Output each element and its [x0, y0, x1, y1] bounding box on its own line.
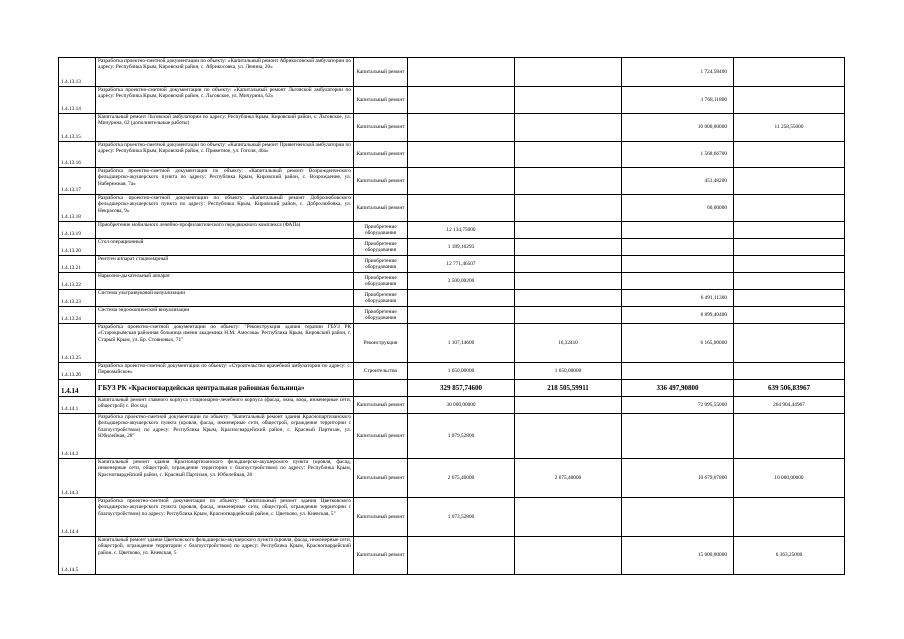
- row-description: Наркозно-дыхательный аппарат: [96, 273, 354, 290]
- row-work-type: Строительство: [354, 363, 408, 380]
- row-number: 1.4.13.16: [59, 142, 96, 168]
- row-value-1: [408, 290, 515, 307]
- row-number: 1.4.13.22: [59, 273, 96, 290]
- row-value-3: [622, 222, 734, 239]
- row-value-4: [734, 239, 845, 256]
- row-number: 1.4.13.21: [59, 256, 96, 273]
- table-row: [59, 114, 845, 142]
- table-row: [59, 256, 845, 273]
- table-row: [59, 195, 845, 222]
- row-value-1: 1 107,14600: [408, 324, 515, 363]
- budget-table: [58, 57, 845, 575]
- table-row: [59, 222, 845, 239]
- row-value-2: [515, 290, 622, 307]
- row-value-2: [515, 168, 622, 195]
- row-value-2: [515, 273, 622, 290]
- row-description: Разработка проектно-сметной документации по объекту: "Капитальный ремонт здания Краснопартизанского фельдшерско-акушерского пункта (кровля, фасад, инженерные сети, общестрой, ограждение территории с благоустройством) по адресу: Республика Крым, Красногвардейский район, с. Красный Партизан, ул. Юбилейная, 28": [96, 414, 354, 459]
- row-value-3: 336 497,90800: [622, 380, 734, 397]
- row-number: 1.4.14.4: [59, 498, 96, 537]
- row-value-4: [734, 324, 845, 363]
- row-value-2: 218 505,59911: [515, 380, 622, 397]
- row-value-1: 1 189,16293: [408, 239, 515, 256]
- row-value-1: 12 771,46507: [408, 256, 515, 273]
- row-value-3: [622, 273, 734, 290]
- row-value-4: [734, 256, 845, 273]
- row-value-4: [734, 414, 845, 459]
- table-row: [59, 363, 845, 380]
- row-value-2: [515, 397, 622, 414]
- row-number: 1.4.13.26: [59, 363, 96, 380]
- row-value-2: [515, 239, 622, 256]
- table-row: [59, 142, 845, 168]
- table-row: [59, 459, 845, 498]
- row-description: Стол операционный: [96, 239, 354, 256]
- row-description: Разработка проектно-сметной документации по объекту: «Капитальный ремонт Приветненской амбулатории по адресу: Республика Крым, Кировский район, с. Приветное, ул. Гоголя, 40а»: [96, 142, 354, 168]
- row-value-1: 1 073,52800: [408, 498, 515, 537]
- row-work-type: Капитальный ремонт: [354, 397, 408, 414]
- row-value-4: [734, 363, 845, 380]
- table-row-section: [59, 380, 845, 397]
- row-value-1: 3 500,00200: [408, 273, 515, 290]
- table-row: [59, 307, 845, 324]
- row-description: Капитальный ремонт здания Краснопартизанского фельдшерско-акушерского пункта (кровля, фасад, инженерные сети, общестрой, ограждение территории с благоустройством) по адресу: Республика Крым, Красногвардейский район, с. Красный Партизан, ул. Юбилейная, 28: [96, 459, 354, 498]
- row-value-2: [515, 114, 622, 142]
- row-value-1: 12 134,75000: [408, 222, 515, 239]
- row-value-2: [515, 222, 622, 239]
- row-value-4: 10 000,00000: [734, 459, 845, 498]
- row-description: Разработка проектно-сметной документации по объекту: «Капитальный ремонт Возрожденческого фельдшерско-акушерского пункта по адресу: Республика Крым, Кировский район, с. Возрождение, ул. Набережная, 7а»: [96, 168, 354, 195]
- row-value-4: [734, 307, 845, 324]
- row-value-3: 72 095,55000: [622, 397, 734, 414]
- row-description: Капитальный ремонт здания Цветковского фельдшерско-акушерского пункта (кровля, фасад, инженерные сети, общестрой, ограждение территории с благоустройством) по адресу: Республика Крым, Красногвардейский район, с. Цветково, ул. Киевская, 5: [96, 537, 354, 575]
- row-value-1: [408, 58, 515, 87]
- row-value-4: [734, 498, 845, 537]
- row-number: 1.4.13.24: [59, 307, 96, 324]
- table-row: [59, 290, 845, 307]
- row-number: 1.4.14.1: [59, 397, 96, 414]
- row-value-4: 264 904,44967: [734, 397, 845, 414]
- row-work-type: Капитальный ремонт: [354, 87, 408, 114]
- row-number: 1.4.13.25: [59, 324, 96, 363]
- row-work-type: Капитальный ремонт: [354, 114, 408, 142]
- row-number: 1.4.13.18: [59, 195, 96, 222]
- row-value-4: [734, 222, 845, 239]
- row-value-1: 1 079,52800: [408, 414, 515, 459]
- row-work-type: Приобретение оборудования: [354, 290, 408, 307]
- table-row: [59, 324, 845, 363]
- table-row: [59, 58, 845, 87]
- row-value-4: 639 506,83967: [734, 380, 845, 397]
- row-number: 1.4.13.17: [59, 168, 96, 195]
- row-value-3: [622, 414, 734, 459]
- row-description: Разработка проектно-сметной документации по объекту: «Капитальный ремонт Добролюбовского фельдшерско-акушерского пункта по адресу: Республика Крым, Кировский район, с. Добролюбовка, ул. Некрасова, 9»: [96, 195, 354, 222]
- row-number: 1.4.13.23: [59, 290, 96, 307]
- row-value-3: 1 568,66700: [622, 142, 734, 168]
- row-value-3: 10 000,00000: [622, 114, 734, 142]
- row-description: Система ультразвуковой визуализации: [96, 290, 354, 307]
- row-number: 1.4.14.3: [59, 459, 96, 498]
- row-value-3: 451,48200: [622, 168, 734, 195]
- table-row: [59, 537, 845, 575]
- table-row: [59, 273, 845, 290]
- row-number: 1.4.13.20: [59, 239, 96, 256]
- row-value-4: [734, 195, 845, 222]
- row-work-type: [354, 380, 408, 397]
- row-value-2: [515, 498, 622, 537]
- row-value-3: 15 000,00000: [622, 537, 734, 575]
- row-number: 1.4.14.2: [59, 414, 96, 459]
- row-value-4: 6 363,25000: [734, 537, 845, 575]
- row-value-2: 2 675,40000: [515, 459, 622, 498]
- row-value-2: 16,32410: [515, 324, 622, 363]
- row-work-type: Капитальный ремонт: [354, 414, 408, 459]
- row-value-1: 1 650,00000: [408, 363, 515, 380]
- row-value-1: [408, 537, 515, 575]
- row-value-2: [515, 256, 622, 273]
- row-value-1: 2 675,40000: [408, 459, 515, 498]
- row-description: Капитальный ремонт главного корпуса стационарно-лечебного корпуса (фасад, окна, вход, инженерные сети, общестрой) с. Восход: [96, 397, 354, 414]
- row-value-3: 1 768,11800: [622, 87, 734, 114]
- row-work-type: Приобретение оборудования: [354, 239, 408, 256]
- row-description: Капитальный ремонт Льговской амбулатории по адресу: Республика Крым, Кировский район, с. Льговское, ул. Мичурина, 62 (дополнительные работы): [96, 114, 354, 142]
- row-value-1: [408, 87, 515, 114]
- row-number: 1.4.14: [59, 380, 96, 397]
- row-value-3: [622, 256, 734, 273]
- row-value-1: [408, 142, 515, 168]
- row-value-3: 6 165,00000: [622, 324, 734, 363]
- row-description: ГБУЗ РК «Красногвардейская центральная районная больница»: [96, 380, 354, 397]
- row-description: Разработка проектно-сметной документации по объекту: "Капитальный ремонт здания Цветковского фельдшерско-акушерского пункта (кровля, фасад, инженерные сети, общестрой, ограждение территории с благоустройством) по адресу: Республика Крым, Красногвардейский район, с. Цветково, ул. Киевская, 5": [96, 498, 354, 537]
- row-value-2: [515, 58, 622, 87]
- row-value-3: [622, 363, 734, 380]
- row-value-4: [734, 168, 845, 195]
- row-work-type: Капитальный ремонт: [354, 142, 408, 168]
- row-value-2: 1 650,00000: [515, 363, 622, 380]
- table-row: [59, 397, 845, 414]
- row-value-3: [622, 239, 734, 256]
- table-row: [59, 498, 845, 537]
- row-value-1: [408, 168, 515, 195]
- row-value-2: [515, 414, 622, 459]
- row-work-type: Капитальный ремонт: [354, 537, 408, 575]
- row-value-4: [734, 290, 845, 307]
- row-value-3: 6 491,11300: [622, 290, 734, 307]
- row-work-type: Капитальный ремонт: [354, 58, 408, 87]
- row-work-type: Приобретение оборудования: [354, 273, 408, 290]
- row-value-3: 8 899,40400: [622, 307, 734, 324]
- row-value-2: [515, 142, 622, 168]
- table-row: [59, 414, 845, 459]
- row-work-type: Капитальный ремонт: [354, 459, 408, 498]
- row-value-1: [408, 195, 515, 222]
- row-work-type: Приобретение оборудования: [354, 222, 408, 239]
- row-value-1: 30 000,00000: [408, 397, 515, 414]
- row-description: Разработка проектно-сметной документации по объекту: "Реконструкция здания терапии ГБУЗ РК «Старокрымская районная больница имени академика Н.М. Амосова» Республика Крым, Кировский район, г. Старый Крым, ул. Бр. Стояновых, 71": [96, 324, 354, 363]
- row-value-2: [515, 87, 622, 114]
- row-value-1: [408, 307, 515, 324]
- row-number: 1.4.13.14: [59, 87, 96, 114]
- table-row: [59, 239, 845, 256]
- row-work-type: Капитальный ремонт: [354, 195, 408, 222]
- row-value-4: [734, 58, 845, 87]
- row-value-2: [515, 195, 622, 222]
- row-value-3: [622, 498, 734, 537]
- row-description: Разработка проектно-сметной документации по объекту: «Капитальный ремонт Абрикосовской амбулатории по адресу: Республика Крым, Кировский район, с. Абрикосовка, ул. Ленина, 20»: [96, 58, 354, 87]
- row-value-4: [734, 87, 845, 114]
- row-value-1: 329 857,74600: [408, 380, 515, 397]
- row-description: Система эндоскопической визуализации: [96, 307, 354, 324]
- row-value-2: [515, 537, 622, 575]
- row-work-type: Приобретение оборудования: [354, 256, 408, 273]
- row-description: Рентген аппарат стационарный: [96, 256, 354, 273]
- row-work-type: Приобретение оборудования: [354, 307, 408, 324]
- row-number: 1.4.13.15: [59, 114, 96, 142]
- row-number: 1.4.14.5: [59, 537, 96, 575]
- table-row: [59, 87, 845, 114]
- row-value-2: [515, 307, 622, 324]
- row-value-3: 60,00000: [622, 195, 734, 222]
- row-value-4: 11 258,55000: [734, 114, 845, 142]
- row-value-4: [734, 273, 845, 290]
- table-row: [59, 168, 845, 195]
- row-value-1: [408, 114, 515, 142]
- row-number: 1.4.13.13: [59, 58, 96, 87]
- row-value-3: 10 679,07800: [622, 459, 734, 498]
- row-description: Приобретение мобильного лечебно-профилактического передвижного комплекса (ФАПа): [96, 222, 354, 239]
- row-description: Разработка проектно-сметной документации по объекту: «Строительство врачебной амбулатории по адресу: с. Первомайское»: [96, 363, 354, 380]
- row-number: 1.4.13.19: [59, 222, 96, 239]
- row-work-type: Капитальный ремонт: [354, 168, 408, 195]
- row-work-type: Реконструкция: [354, 324, 408, 363]
- row-description: Разработка проектно-сметной документации по объекту: «Капитальный ремонт Льговской амбулатории по адресу: Республика Крым, Кировский район, с. Льговское, ул. Мичурина, 62»: [96, 87, 354, 114]
- row-work-type: Капитальный ремонт: [354, 498, 408, 537]
- row-value-4: [734, 142, 845, 168]
- row-value-3: 1 724,58400: [622, 58, 734, 87]
